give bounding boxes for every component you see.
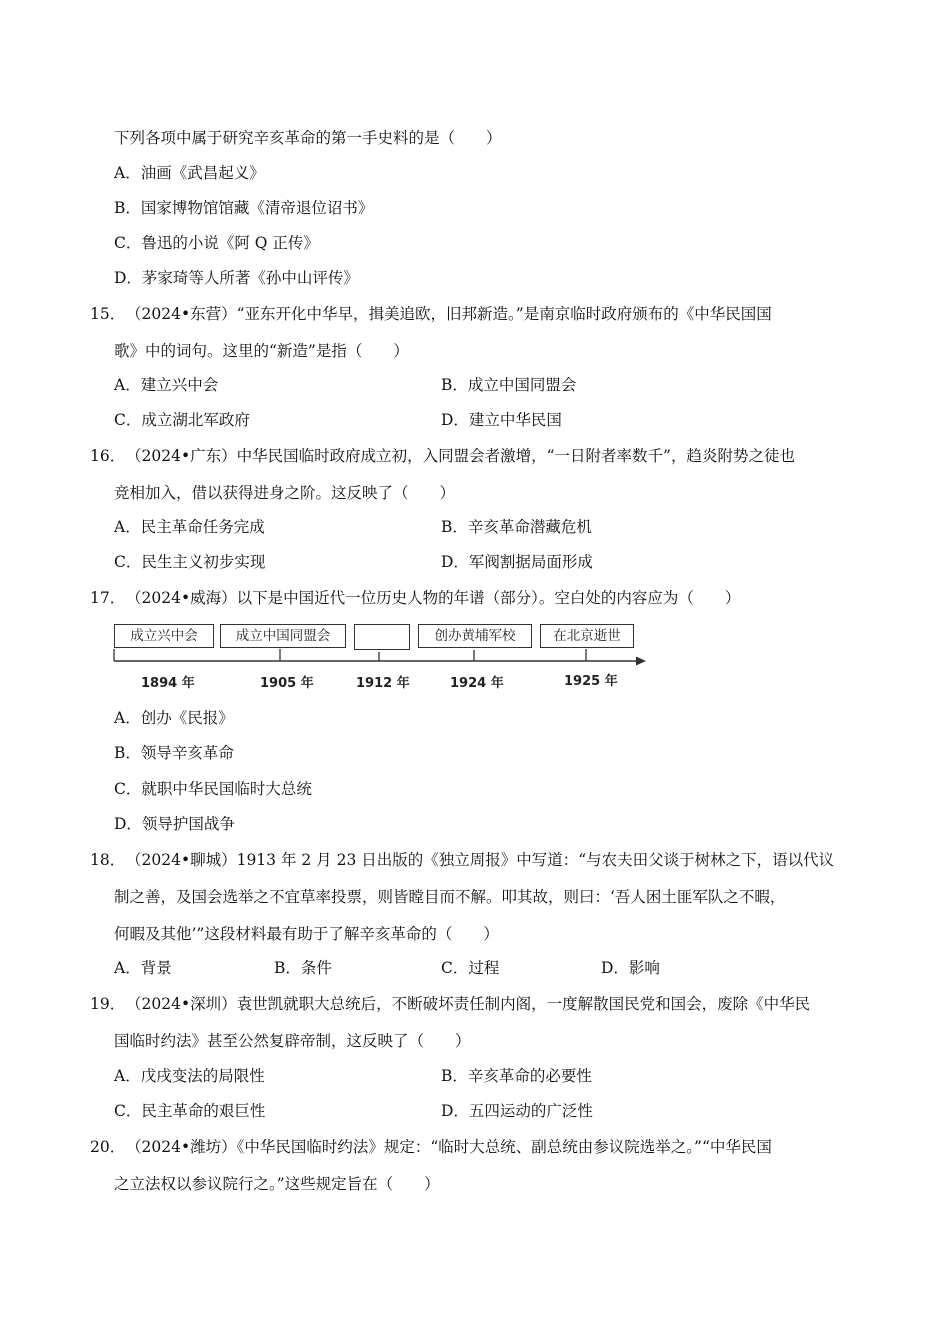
q14-option-b: B．国家博物馆馆藏《清帝退位诏书》 xyxy=(114,199,374,217)
q18-stem-line1: （2024•聊城）1913 年 2 月 23 日出版的《独立周报》中写道：“与农夫田父谈于树林之下，语以代议 xyxy=(126,851,835,869)
q17-option-a: A．创办《民报》 xyxy=(114,709,234,727)
q19-option-c: C．民主革命的艰巨性 xyxy=(114,1102,266,1120)
q15-option-b: B．成立中国同盟会 xyxy=(441,376,577,394)
q17-option-d: D．领导护国战争 xyxy=(114,815,235,833)
q17-option-b: B．领导辛亥革命 xyxy=(114,744,234,762)
timeline-year-5: 1925 年 xyxy=(564,674,618,689)
timeline-event-2: 成立中国同盟会 xyxy=(220,624,346,648)
q19-option-a: A．戊戌变法的局限性 xyxy=(114,1067,265,1085)
timeline-arrow-icon xyxy=(636,657,646,666)
timeline-year-1: 1894 年 xyxy=(141,676,195,691)
q15-option-c: C．成立湖北军政府 xyxy=(114,411,250,429)
timeline-event-blank xyxy=(354,624,410,650)
timeline-figure xyxy=(112,620,652,695)
q15-stem-line2: 歌》中的词句。这里的“新造”是指（ ） xyxy=(114,342,409,360)
q18-option-b: B．条件 xyxy=(274,959,332,977)
q19-number: 19． xyxy=(90,995,126,1013)
timeline-year-4: 1924 年 xyxy=(450,676,504,691)
timeline-event-5: 在北京逝世 xyxy=(540,624,634,648)
q19-stem-line2: 国临时约法》甚至公然复辟帝制，这反映了（ ） xyxy=(114,1032,471,1050)
q20-stem-line2: 之立法权以参议院行之。”这些规定旨在（ ） xyxy=(114,1175,440,1193)
q15-option-a: A．建立兴中会 xyxy=(114,376,219,394)
q18-option-d: D．影响 xyxy=(601,959,660,977)
q18-option-c: C．过程 xyxy=(441,959,500,977)
q14-option-c: C．鲁迅的小说《阿 Q 正传》 xyxy=(114,234,319,252)
q16-option-a: A．民主革命任务完成 xyxy=(114,518,265,536)
q16-option-c: C．民生主义初步实现 xyxy=(114,553,266,571)
timeline-event-4: 创办黄埔军校 xyxy=(418,624,532,648)
q16-number: 16． xyxy=(90,447,126,465)
q14-stem: 下列各项中属于研究辛亥革命的第一手史料的是（ ） xyxy=(114,129,502,147)
q16-option-d: D．军阀割据局面形成 xyxy=(441,553,593,571)
q17-option-c: C．就职中华民国临时大总统 xyxy=(114,780,312,798)
q20-stem-line1: （2024•潍坊）《中华民国临时约法》规定：“临时大总统、副总统由参议院选举之。”“中华民国 xyxy=(126,1138,772,1156)
timeline-year-2: 1905 年 xyxy=(260,676,314,691)
q15-stem-line1: （2024•东营）“亚东开化中华早，揖美追欧，旧邦新造。”是南京临时政府颁布的《中华民国国 xyxy=(126,305,772,323)
q14-option-a: A．油画《武昌起义》 xyxy=(114,164,265,182)
q16-stem-line1: （2024•广东）中华民国临时政府成立初，入同盟会者激增，“一日附者率数千”，趋炎附势之徒也 xyxy=(126,447,795,465)
timeline-year-3: 1912 年 xyxy=(356,676,410,691)
q19-option-b: B．辛亥革命的必要性 xyxy=(441,1067,592,1085)
q18-stem-line3: 何暇及其他’”这段材料最有助于了解辛亥革命的（ ） xyxy=(114,925,499,943)
q18-stem-line2: 制之善，及国会选举之不宜草率投票，则皆瞠目而不解。叩其故，则曰：‘吾人困土匪军队之不暇， xyxy=(114,888,786,906)
q20-number: 20． xyxy=(90,1138,126,1156)
q15-option-d: D．建立中华民国 xyxy=(441,411,562,429)
q16-option-b: B．辛亥革命潜藏危机 xyxy=(441,518,592,536)
q19-stem-line1: （2024•深圳）袁世凯就职大总统后，不断破坏责任制内阁，一度解散国民党和国会，废除《中华民 xyxy=(126,995,811,1013)
q16-stem-line2: 竞相加入，借以获得进身之阶。这反映了（ ） xyxy=(114,484,456,502)
q17-number: 17． xyxy=(90,589,126,607)
timeline-event-1: 成立兴中会 xyxy=(114,624,214,648)
q18-number: 18． xyxy=(90,851,126,869)
q19-option-d: D．五四运动的广泛性 xyxy=(441,1102,593,1120)
q14-option-d: D．茅家琦等人所著《孙中山评传》 xyxy=(114,269,359,287)
q15-number: 15． xyxy=(90,305,126,323)
q17-stem-line1: （2024•威海）以下是中国近代一位历史人物的年谱（部分）。空白处的内容应为（ ） xyxy=(126,589,741,607)
q18-option-a: A．背景 xyxy=(114,959,172,977)
